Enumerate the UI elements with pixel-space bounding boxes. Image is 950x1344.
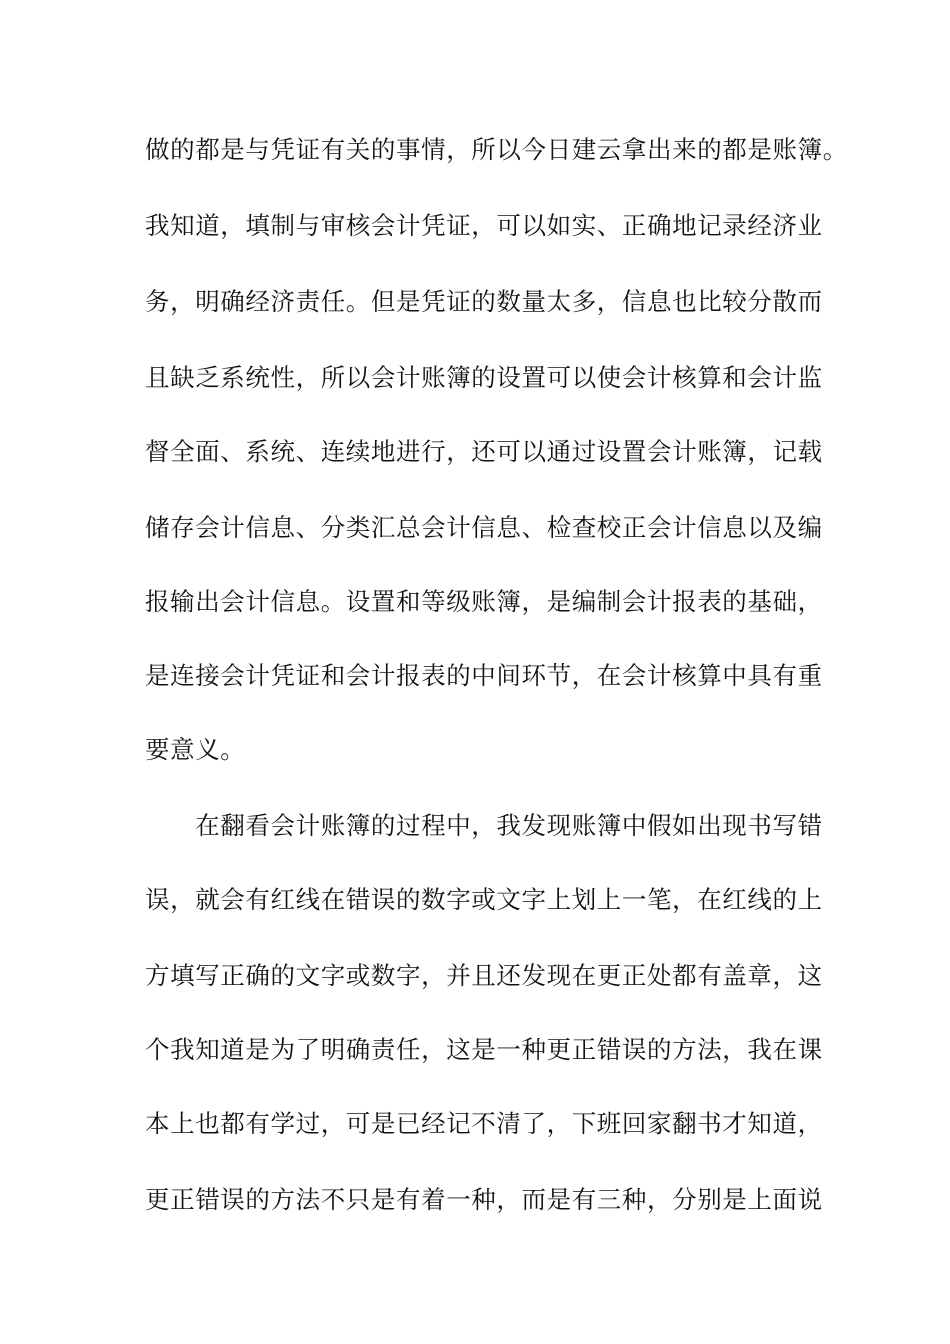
text-line: 我知道，填制与审核会计凭证，可以如实、正确地记录经济业 [145,211,823,240]
text-line: 误，就会有红线在错误的数字或文字上划上一笔，在红线的上 [145,885,823,914]
text-line: 方填写正确的文字或数字，并且还发现在更正处都有盖章，这 [145,961,823,990]
text-line: 是连接会计凭证和会计报表的中间环节，在会计核算中具有重 [145,661,823,690]
text-line: 务，明确经济责任。但是凭证的数量太多，信息也比较分散而 [145,287,823,316]
text-line: 本上也都有学过，可是已经记不清了，下班回家翻书才知道， [145,1109,823,1138]
text-line: 要意义。 [145,735,246,764]
text-line: 更正错误的方法不只是有着一种，而是有三种，分别是上面说 [145,1185,823,1214]
text-line: 且缺乏系统性，所以会计账簿的设置可以使会计核算和会计监 [145,363,823,392]
text-line: 督全面、系统、连续地进行，还可以通过设置会计账簿，记载 [145,437,823,466]
text-line: 个我知道是为了明确责任，这是一种更正错误的方法，我在课 [145,1035,823,1064]
text-line: 做的都是与凭证有关的事情，所以今日建云拿出来的都是账簿。 [145,135,848,164]
text-line: 报输出会计信息。设置和等级账簿，是编制会计报表的基础， [145,587,823,616]
text-line: 在翻看会计账簿的过程中，我发现账簿中假如出现书写错 [145,811,823,840]
text-line: 储存会计信息、分类汇总会计信息、检查校正会计信息以及编 [145,513,823,542]
